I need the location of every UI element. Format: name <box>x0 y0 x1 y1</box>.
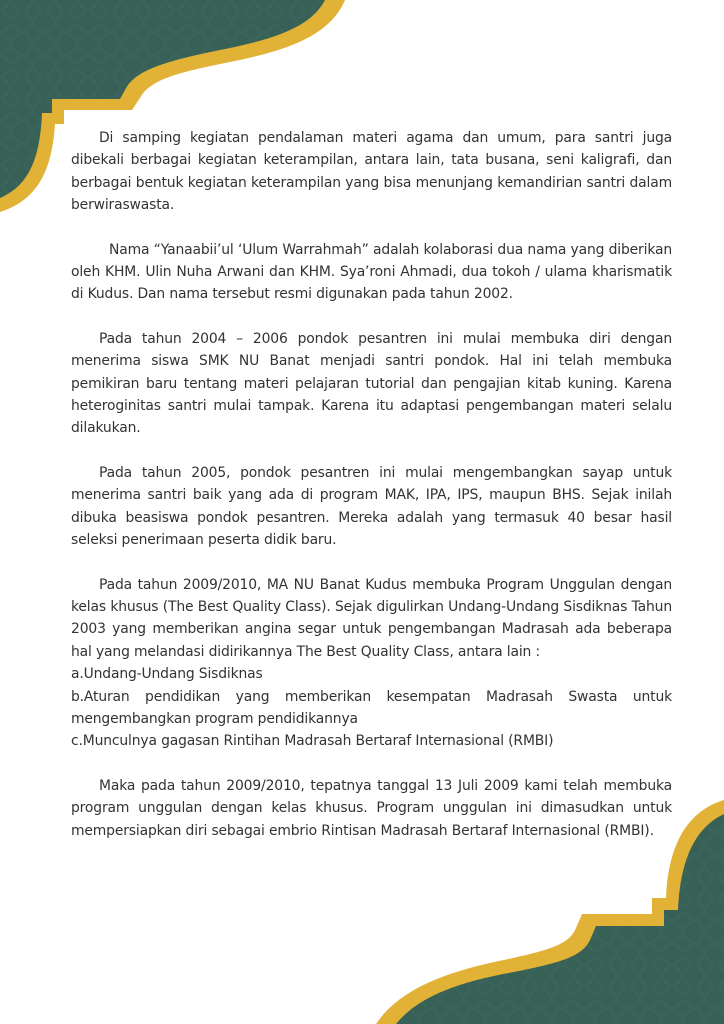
paragraph-rmbi: Maka pada tahun 2009/2010, tepatnya tanggal 13 Juli 2009 kami telah membuka program unggulan dengan kelas khusus. Program unggulan ini dimasudkan untuk mempersiapkan diri sebagai embrio Rintisan Madrasah Bertaraf Internasional (RMBI). <box>71 777 672 839</box>
document-body <box>71 127 672 842</box>
paragraph-2009-program: Pada tahun 2009/2010, MA NU Banat Kudus membuka Program Unggulan dengan kelas khusus (The Best Quality Class). Sejak digulirkan Undang-Undang Sisdiknas Tahun 2003 yang memberikan angina segar untuk pengembangan Madrasah ada beberapa hal yang melandasi didirikannya The Best Quality Class, antara lain : <box>71 576 672 660</box>
paragraph-2005: Pada tahun 2005, pondok pesantren ini mulai mengembangkan sayap untuk menerima santri baik yang ada di program MAK, IPA, IPS, maupun BHS. Sejak inilah dibuka beasiswa pondok pesantren. Mereka adalah yang termasuk 40 besar hasil seleksi penerimaan peserta didik baru. <box>71 464 672 549</box>
paragraph-skills: Di samping kegiatan pendalaman materi agama dan umum, para santri juga dibekali berbagai kegiatan keterampilan, antara lain, tata busana, seni kaligrafi, dan berbagai bentuk kegiatan keterampilan yang bisa menunjang kemandirian santri dalam berwiraswasta. <box>71 130 672 214</box>
paragraph-2004-2006: Pada tahun 2004 – 2006 pondok pesantren ini mulai membuka diri dengan menerima siswa SMK NU Banat menjadi santri pondok. Hal ini telah membuka pemikiran baru tentang materi pelajaran tutorial dan pengajian kitab kuning. Karena heteroginitas santri mulai tampak. Karena itu adaptasi pengembangan materi selalu dilakukan. <box>71 330 672 437</box>
list-item-a: a.Undang-Undang Sisdiknas <box>71 666 263 683</box>
paragraph-name-origin: Nama “Yanaabii’ul ‘Ulum Warrahmah” adalah kolaborasi dua nama yang diberikan oleh KHM. Ulin Nuha Arwani dan KHM. Sya’roni Ahmadi, dua tokoh / ulama kharismatik di Kudus. Dan nama tersebut resmi digunakan pada tahun 2002. <box>71 241 672 303</box>
list-item-b: b.Aturan pendidikan yang memberikan kesempatan Madrasah Swasta untuk mengembangkan program pendidikannya <box>71 688 672 727</box>
list-item-c: c.Munculnya gagasan Rintihan Madrasah Bertaraf Internasional (RMBI) <box>71 733 554 750</box>
